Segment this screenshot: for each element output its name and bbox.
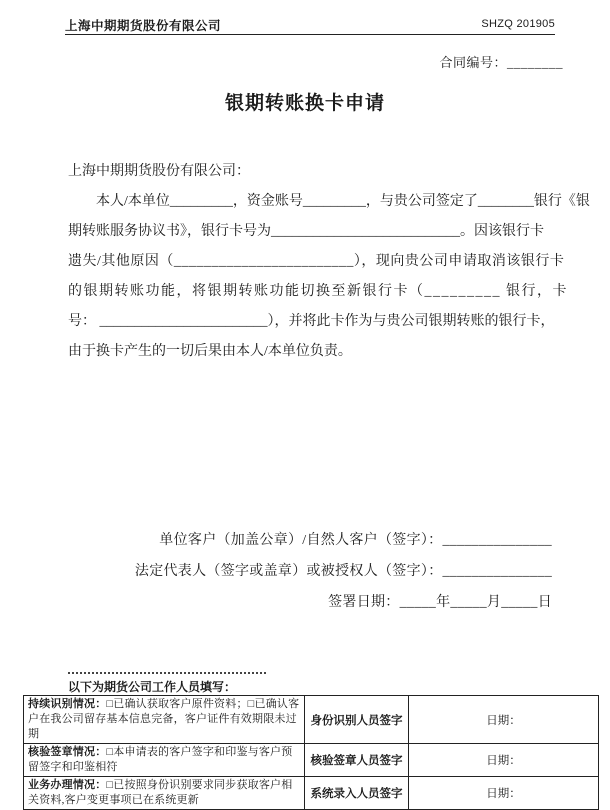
status-label: 业务办理情况： xyxy=(28,779,107,791)
document-title: 银期转账换卡申请 xyxy=(224,93,385,114)
date-cell: 日期： xyxy=(409,777,599,810)
status-label: 持续识别情况： xyxy=(28,698,107,710)
body-line: 由于换卡产生的一切后果由本人/本单位负责。 xyxy=(68,344,352,359)
table-row-seal-verification xyxy=(24,744,599,777)
header-company-name: 上海中期期货股份有限公司 xyxy=(65,19,222,33)
signer-cell: 核验签章人员签字 xyxy=(305,744,409,777)
signature-line-client: 单位客户（加盖公章）/自然人客户（签字）：_______________ xyxy=(159,533,552,548)
date-cell: 日期： xyxy=(409,744,599,777)
body-text xyxy=(68,157,590,367)
staff-table xyxy=(23,695,599,810)
signature-line-representative: 法定代表人（签字或盖章）或被授权人（签字）：_______________ xyxy=(134,564,552,579)
body-line: 期转账服务协议书》，银行卡号为___________________________。因该银行卡 xyxy=(68,224,544,239)
dotted-separator xyxy=(68,664,266,674)
date-cell: 日期： xyxy=(409,696,599,744)
status-cell xyxy=(24,696,305,744)
status-cell xyxy=(24,744,305,777)
status-text: □已确认获取客户原件资料；□已确认客户在我公司留存基本信息完备，客户证件有效期限未过期 xyxy=(28,698,300,740)
table-row-business-processing xyxy=(24,777,599,810)
signature-block xyxy=(135,525,552,618)
signer-cell: 身份识别人员签字 xyxy=(305,696,409,744)
status-text: □本申请表的客户签字和印鉴与客户预留签字和印鉴相符 xyxy=(28,746,293,773)
signer-cell: 系统录入人员签字 xyxy=(305,777,409,810)
body-line: 本人/本单位_________，资金账号_________，与贵公司签定了________银行《银 xyxy=(96,194,590,209)
body-line: 的银期转账功能，将银期转账功能切换至新银行卡（_________ 银行，卡 xyxy=(68,284,568,299)
status-cell xyxy=(24,777,305,810)
staff-section-note: 以下为期货公司工作人员填写： xyxy=(68,680,237,694)
salutation-line: 上海中期期货股份有限公司： xyxy=(68,164,250,179)
status-text: □已按照身份识别要求同步获取客户相关资料,客户变更事项已在系统更新 xyxy=(28,779,293,806)
table-row-identification xyxy=(24,696,599,744)
status-label: 核验签章情况： xyxy=(28,746,107,758)
signature-line-date: 签署日期：_____年_____月_____日 xyxy=(328,595,552,610)
body-line: 号： ________________________），并将此卡作为与贵公司银期转账的银行卡， xyxy=(68,314,555,329)
header-divider xyxy=(65,34,555,35)
body-line: 遗失/其他原因（________________________），现向贵公司申请取消该银行卡 xyxy=(68,254,565,269)
header-doc-code: SHZQ 201905 xyxy=(481,18,555,30)
contract-number-field: 合同编号：________ xyxy=(439,55,563,70)
